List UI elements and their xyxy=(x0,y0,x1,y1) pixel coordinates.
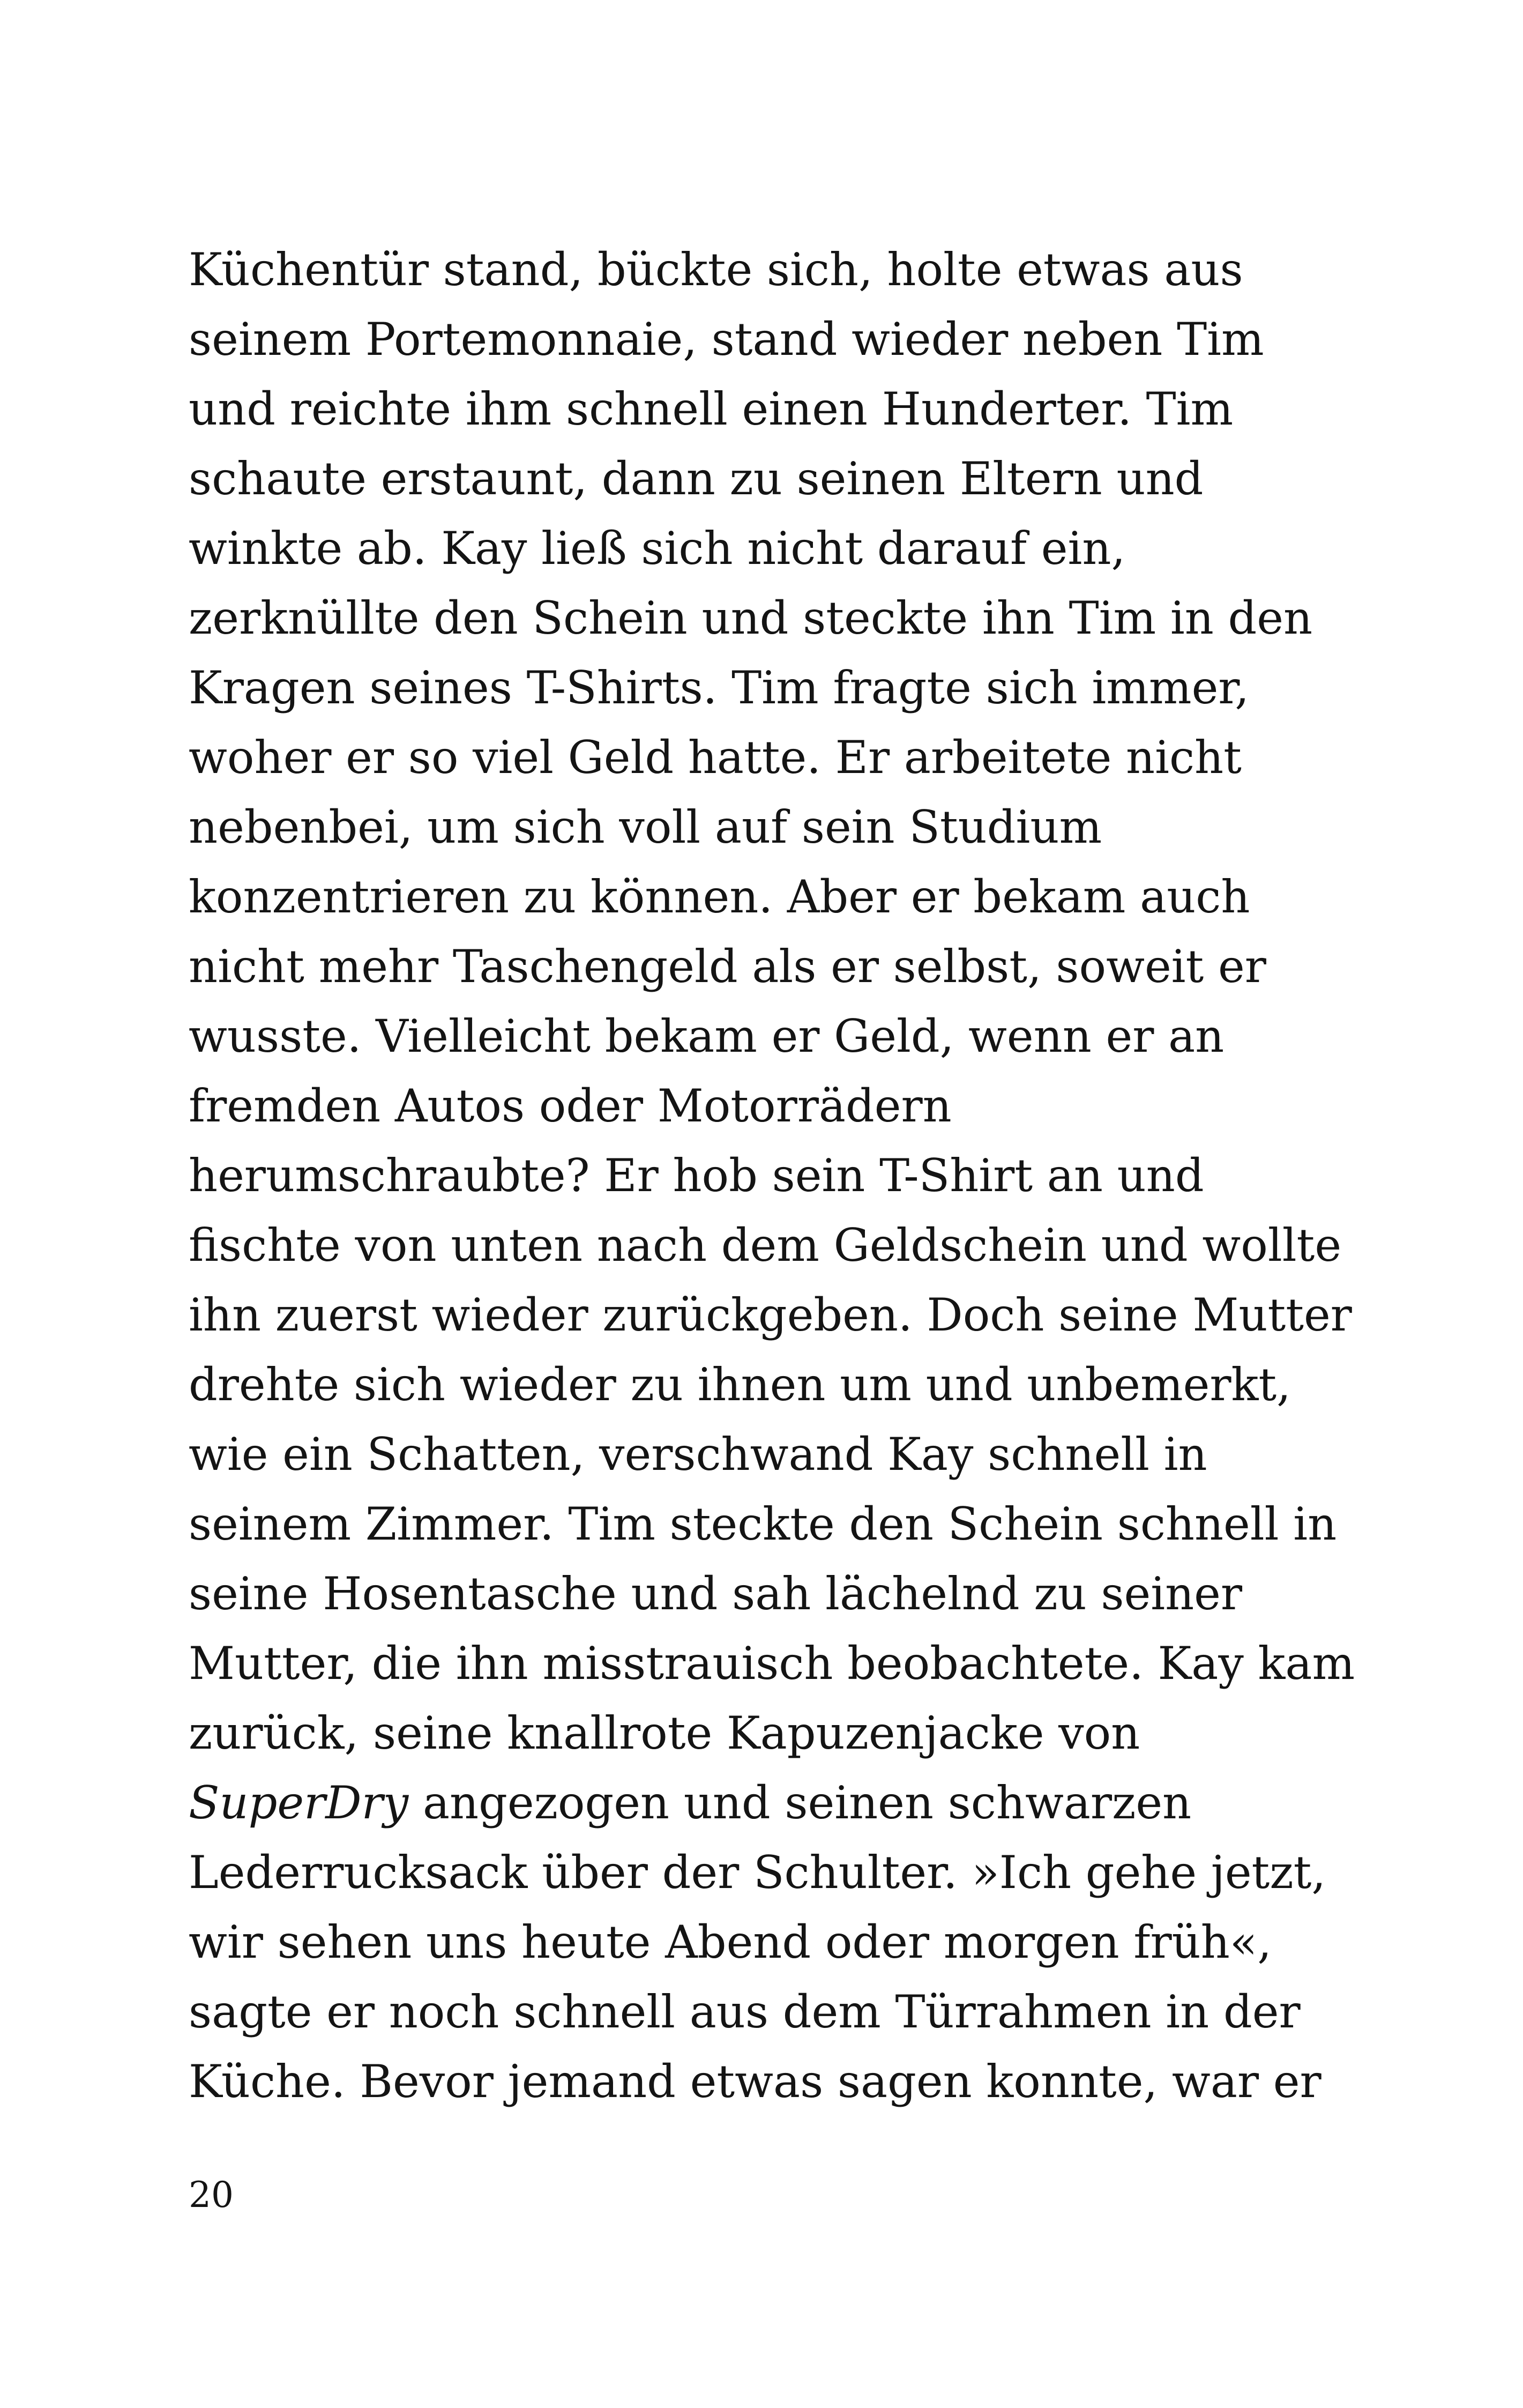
brand-name-italic: SuperDry xyxy=(189,1777,409,1829)
text-line: seinem Portemonnaie, stand wieder neben Tim xyxy=(189,313,1264,366)
text-line: zerknüllte den Schein und steckte ihn Tim in den xyxy=(189,592,1313,644)
text-line: fremden Autos oder Motorrädern xyxy=(189,1080,952,1132)
text-line: ihn zuerst wieder zurückgeben. Doch seine Mutter xyxy=(189,1289,1352,1341)
text-line: Kragen seines T-Shirts. Tim fragte sich immer, xyxy=(189,662,1249,714)
text-line: Küche. Bevor jemand etwas sagen konnte, war er xyxy=(189,2055,1322,2108)
text-line-rest: angezogen und seinen schwarzen xyxy=(408,1777,1192,1829)
text-line: schaute erstaunt, dann zu seinen Eltern und xyxy=(189,452,1204,505)
text-line: wir sehen uns heute Abend oder morgen früh«, xyxy=(189,1916,1272,1968)
body-text xyxy=(189,235,1355,2116)
text-line: woher er so viel Geld hatte. Er arbeitete nicht xyxy=(189,731,1242,784)
text-line: herumschraubte? Er hob sein T-Shirt an und xyxy=(189,1149,1204,1202)
text-line: wie ein Schatten, verschwand Kay schnell in xyxy=(189,1428,1207,1481)
text-line: konzentrieren zu können. Aber er bekam auch xyxy=(189,871,1250,923)
text-line: nicht mehr Taschengeld als er selbst, soweit er xyxy=(189,940,1266,993)
text-line: Lederrucksack über der Schulter. »Ich gehe jetzt, xyxy=(189,1846,1326,1899)
text-line: zurück, seine knallrote Kapuzenjacke von xyxy=(189,1707,1140,1759)
text-line: seine Hosentasche und sah lächelnd zu seiner xyxy=(189,1567,1243,1620)
text-line: nebenbei, um sich voll auf sein Studium xyxy=(189,801,1102,853)
text-line: seinem Zimmer. Tim steckte den Schein schnell in xyxy=(189,1498,1337,1550)
text-line: winkte ab. Kay ließ sich nicht darauf ein, xyxy=(189,522,1126,575)
page-number: 20 xyxy=(189,2174,234,2216)
text-line: Küchentür stand, bückte sich, holte etwas aus xyxy=(189,243,1243,296)
text-line: und reichte ihm schnell einen Hunderter. Tim xyxy=(189,383,1234,435)
text-line-with-italic xyxy=(189,1768,1346,1838)
text-line: fischte von unten nach dem Geldschein und wollte xyxy=(189,1219,1342,1272)
text-line: drehte sich wieder zu ihnen um und unbemerkt, xyxy=(189,1358,1291,1411)
text-line: Mutter, die ihn misstrauisch beobachtete. Kay kam xyxy=(189,1637,1355,1690)
text-line: wusste. Vielleicht bekam er Geld, wenn er an xyxy=(189,1010,1225,1062)
text-line: sagte er noch schnell aus dem Türrahmen in der xyxy=(189,1986,1301,2038)
